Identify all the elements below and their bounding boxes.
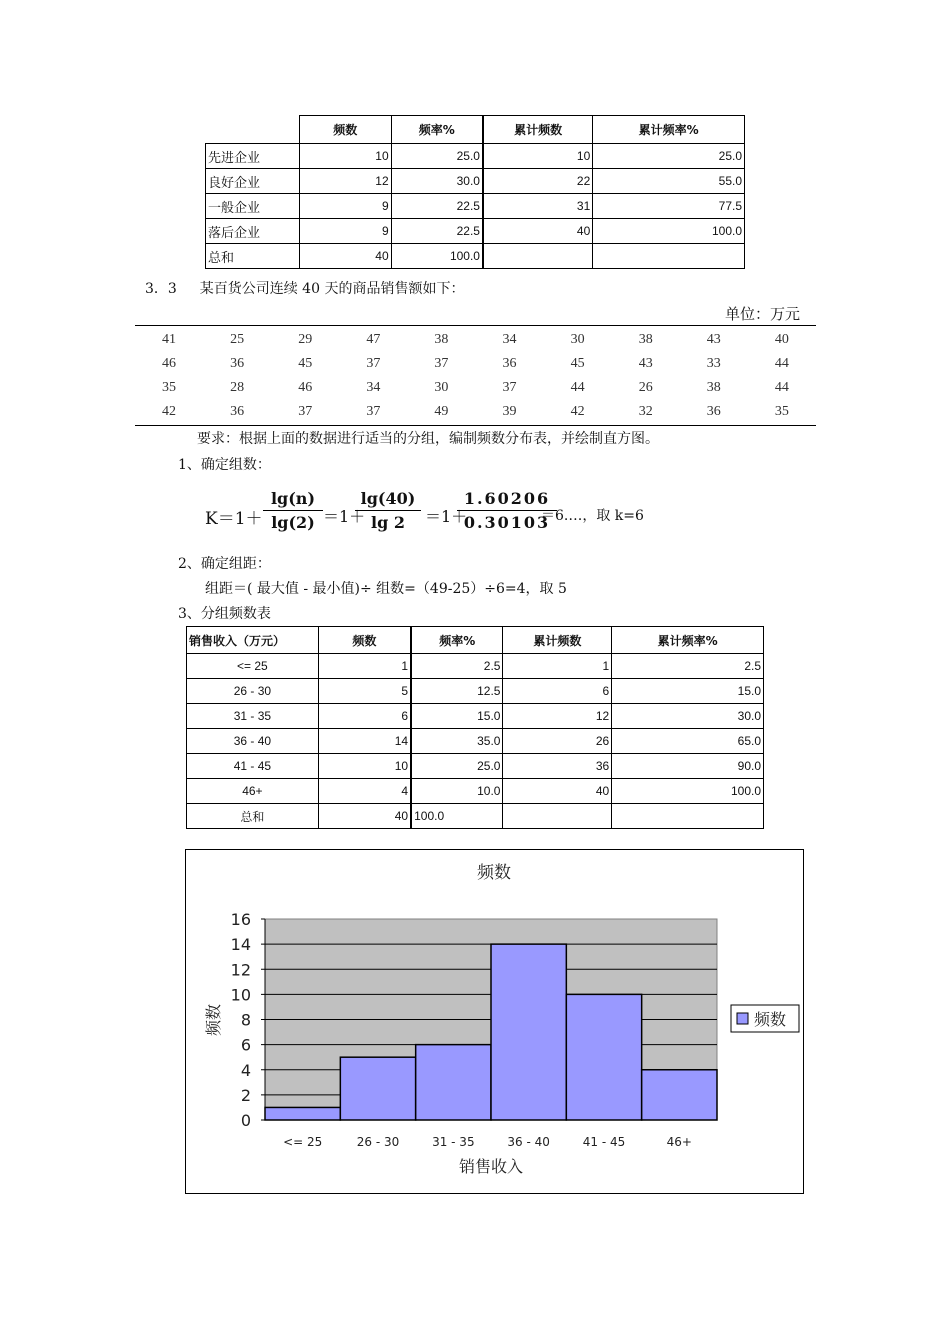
row-label: 良好企业 bbox=[206, 169, 300, 194]
data-cell: 45 bbox=[570, 356, 585, 371]
cell-freq: 10 bbox=[299, 144, 391, 169]
fraction-1-numerator: lg(n) bbox=[263, 488, 323, 511]
header-freq: 频数 bbox=[299, 116, 391, 144]
y-tick-label: 10 bbox=[230, 985, 251, 1005]
data-cell: 29 bbox=[298, 332, 313, 347]
legend-label: 频数 bbox=[754, 1010, 787, 1029]
row-label: 先进企业 bbox=[206, 144, 300, 169]
data-row bbox=[135, 376, 816, 400]
cell-freq: 40 bbox=[318, 804, 411, 829]
data-cell: 45 bbox=[298, 356, 313, 371]
histogram-bar bbox=[491, 944, 566, 1120]
data-cell: 36 bbox=[230, 404, 245, 419]
cell-cum: 40 bbox=[503, 779, 612, 804]
x-axis-label: 销售收入 bbox=[458, 1157, 524, 1176]
data-cell: 26 bbox=[638, 380, 653, 395]
data-row bbox=[135, 400, 816, 424]
data-cell: 33 bbox=[706, 356, 721, 371]
data-cell: 39 bbox=[502, 404, 517, 419]
row-label: 46+ bbox=[187, 779, 319, 804]
data-cell: 44 bbox=[570, 380, 585, 395]
fraction-2 bbox=[355, 488, 421, 535]
cell-cum: 26 bbox=[503, 729, 612, 754]
y-tick-label: 0 bbox=[240, 1111, 251, 1130]
cell-cum: 40 bbox=[483, 219, 593, 244]
row-label: 36 - 40 bbox=[187, 729, 319, 754]
problem-number: 3．3 bbox=[145, 281, 177, 297]
header-cum: 累计频数 bbox=[483, 116, 593, 144]
fraction-2-denominator: lg 2 bbox=[371, 513, 405, 532]
x-tick-label: 36 - 40 bbox=[507, 1135, 550, 1149]
cell-rate: 10.0 bbox=[411, 779, 503, 804]
data-row bbox=[135, 328, 816, 352]
header-rate: 频率% bbox=[411, 627, 503, 654]
row-label: 一般企业 bbox=[206, 194, 300, 219]
cell-cumrate: 15.0 bbox=[612, 679, 764, 704]
unit-label: 单位：万元 bbox=[725, 305, 801, 323]
y-tick-label: 12 bbox=[230, 960, 251, 980]
row-label: <= 25 bbox=[187, 654, 319, 679]
table-row bbox=[187, 679, 764, 704]
data-cell: 49 bbox=[434, 404, 449, 419]
data-cell: 43 bbox=[706, 332, 721, 347]
cell-cum: 1 bbox=[503, 654, 612, 679]
fraction-1 bbox=[263, 488, 323, 535]
problem-heading bbox=[145, 278, 464, 298]
row-label: 总和 bbox=[206, 244, 300, 269]
data-cell: 37 bbox=[434, 356, 449, 371]
data-cell: 35 bbox=[162, 380, 177, 395]
cell-rate: 22.5 bbox=[391, 194, 483, 219]
data-cell: 37 bbox=[366, 356, 381, 371]
data-cell: 42 bbox=[162, 404, 177, 419]
cell-freq: 14 bbox=[318, 729, 411, 754]
cell-rate: 100.0 bbox=[391, 244, 483, 269]
row-label: 26 - 30 bbox=[187, 679, 319, 704]
header-rate: 频率% bbox=[391, 116, 483, 144]
header-sales: 销售收入（万元） bbox=[187, 627, 319, 654]
data-cell: 46 bbox=[162, 356, 177, 371]
histogram-bar bbox=[416, 1045, 491, 1120]
fraction-3-numerator: 1.60206 bbox=[457, 488, 557, 511]
cell-cum: 22 bbox=[483, 169, 593, 194]
data-cell: 34 bbox=[502, 332, 517, 347]
data-cell: 46 bbox=[298, 380, 313, 395]
cell-rate: 12.5 bbox=[411, 679, 503, 704]
requirement-text: 要求：根据上面的数据进行适当的分组，编制频数分布表，并绘制直方图。 bbox=[197, 431, 659, 447]
cell-freq: 9 bbox=[299, 194, 391, 219]
legend bbox=[731, 1005, 799, 1032]
step2-text: 组距＝( 最大值 - 最小值)÷ 组数=（49-25）÷6=4，取 5 bbox=[205, 581, 567, 597]
table-row bbox=[187, 704, 764, 729]
enterprise-frequency-table bbox=[205, 115, 745, 269]
cell-freq: 1 bbox=[318, 654, 411, 679]
cell-cumrate: 100.0 bbox=[612, 779, 764, 804]
data-cell: 30 bbox=[434, 380, 449, 395]
cell-rate: 100.0 bbox=[411, 804, 503, 829]
chart-title: 频数 bbox=[477, 863, 511, 883]
histogram-bar bbox=[340, 1057, 415, 1120]
data-cell: 37 bbox=[502, 380, 517, 395]
x-tick-label: 31 - 35 bbox=[432, 1135, 475, 1149]
data-cell: 34 bbox=[366, 380, 381, 395]
cell-cumrate: 65.0 bbox=[612, 729, 764, 754]
data-cell: 36 bbox=[230, 356, 245, 371]
data-cell: 28 bbox=[230, 380, 245, 395]
y-axis-label: 频数 bbox=[204, 1003, 223, 1037]
histogram-chart bbox=[185, 849, 804, 1194]
cell-freq: 12 bbox=[299, 169, 391, 194]
y-tick-label: 8 bbox=[240, 1010, 251, 1030]
y-tick-label: 16 bbox=[230, 910, 251, 929]
cell-freq: 40 bbox=[299, 244, 391, 269]
data-cell: 36 bbox=[706, 404, 721, 419]
formula-result: ＝6.…，取 k=6 bbox=[541, 508, 644, 524]
histogram-bar bbox=[265, 1107, 340, 1120]
formula-k: K＝1＋ bbox=[205, 509, 263, 529]
table-row bbox=[206, 244, 745, 269]
cell-cumrate: 90.0 bbox=[612, 754, 764, 779]
fraction-1-denominator: lg(2) bbox=[271, 513, 315, 532]
table-row bbox=[187, 779, 764, 804]
data-cell: 37 bbox=[366, 404, 381, 419]
header-cumrate: 累计频率% bbox=[593, 116, 745, 144]
row-label: 41 - 45 bbox=[187, 754, 319, 779]
table-row bbox=[206, 169, 745, 194]
group-count-formula bbox=[205, 488, 645, 544]
y-tick-label: 2 bbox=[240, 1085, 251, 1105]
cell-cumrate: 25.0 bbox=[593, 144, 745, 169]
cell-freq: 10 bbox=[318, 754, 411, 779]
x-tick-label: <= 25 bbox=[283, 1135, 323, 1149]
data-cell: 37 bbox=[298, 404, 313, 419]
cell-freq: 6 bbox=[318, 704, 411, 729]
table-row bbox=[187, 804, 764, 829]
data-cell: 25 bbox=[230, 332, 245, 347]
cell-cumrate: 2.5 bbox=[612, 654, 764, 679]
cell-cumrate bbox=[593, 244, 745, 269]
cell-rate: 22.5 bbox=[391, 219, 483, 244]
formula-eq1: ＝1＋ bbox=[323, 507, 366, 526]
x-tick-labels bbox=[283, 1135, 692, 1149]
cell-cum: 31 bbox=[483, 194, 593, 219]
data-row bbox=[135, 352, 816, 376]
table-row bbox=[187, 654, 764, 679]
row-label: 总和 bbox=[187, 804, 319, 829]
cell-cum bbox=[503, 804, 612, 829]
histogram-bar bbox=[642, 1070, 717, 1120]
data-cell: 44 bbox=[774, 380, 789, 395]
cell-rate: 25.0 bbox=[411, 754, 503, 779]
table-row bbox=[206, 144, 745, 169]
y-tick-label: 4 bbox=[240, 1060, 251, 1080]
cell-freq: 9 bbox=[299, 219, 391, 244]
legend-swatch bbox=[737, 1013, 748, 1024]
data-cell: 32 bbox=[638, 404, 653, 419]
histogram-bar bbox=[566, 994, 641, 1120]
cell-cum: 10 bbox=[483, 144, 593, 169]
data-cell: 30 bbox=[570, 332, 585, 347]
fraction-2-numerator: lg(40) bbox=[355, 488, 421, 511]
sales-data-table bbox=[135, 328, 816, 424]
data-cell: 35 bbox=[774, 404, 789, 419]
cell-cumrate: 55.0 bbox=[593, 169, 745, 194]
data-cell: 38 bbox=[638, 332, 653, 347]
data-cell: 40 bbox=[774, 332, 789, 347]
cell-cumrate: 77.5 bbox=[593, 194, 745, 219]
data-cell: 38 bbox=[706, 380, 721, 395]
cell-cumrate bbox=[612, 804, 764, 829]
corner-cell bbox=[206, 116, 300, 144]
cell-cum: 6 bbox=[503, 679, 612, 704]
sales-frequency-table bbox=[186, 626, 764, 829]
cell-rate: 15.0 bbox=[411, 704, 503, 729]
step1-label: 1、确定组数： bbox=[178, 457, 271, 473]
data-cell: 41 bbox=[162, 332, 177, 347]
histogram-svg bbox=[186, 850, 803, 1193]
x-tick-label: 46+ bbox=[666, 1135, 692, 1149]
row-label: 落后企业 bbox=[206, 219, 300, 244]
data-cell: 44 bbox=[774, 356, 789, 371]
data-top-rule bbox=[135, 325, 816, 326]
header-cum: 累计频数 bbox=[503, 627, 612, 654]
step3-label: 3、分组频数表 bbox=[178, 606, 271, 622]
data-cell: 47 bbox=[366, 332, 381, 347]
cell-rate: 2.5 bbox=[411, 654, 503, 679]
fraction-3-denominator: 0.30103 bbox=[463, 513, 551, 532]
data-bottom-rule bbox=[135, 425, 816, 426]
cell-freq: 4 bbox=[318, 779, 411, 804]
table-row bbox=[206, 219, 745, 244]
data-cell: 42 bbox=[570, 404, 585, 419]
x-tick-label: 41 - 45 bbox=[582, 1135, 626, 1149]
table-row bbox=[187, 754, 764, 779]
data-cell: 43 bbox=[638, 356, 653, 371]
cell-rate: 30.0 bbox=[391, 169, 483, 194]
table-row bbox=[206, 194, 745, 219]
x-tick-label: 26 - 30 bbox=[356, 1135, 400, 1149]
cell-freq: 5 bbox=[318, 679, 411, 704]
data-cell: 36 bbox=[502, 356, 517, 371]
formula-eq2: ＝1＋ bbox=[425, 507, 468, 526]
data-cell: 38 bbox=[434, 332, 449, 347]
cell-cumrate: 100.0 bbox=[593, 219, 745, 244]
header-freq: 频数 bbox=[318, 627, 411, 654]
cell-cum bbox=[483, 244, 593, 269]
y-tick-label: 6 bbox=[240, 1035, 251, 1055]
cell-cum: 36 bbox=[503, 754, 612, 779]
row-label: 31 - 35 bbox=[187, 704, 319, 729]
step2-label: 2、确定组距： bbox=[178, 556, 271, 572]
cell-rate: 25.0 bbox=[391, 144, 483, 169]
cell-cumrate: 30.0 bbox=[612, 704, 764, 729]
table-row bbox=[187, 729, 764, 754]
cell-cum: 12 bbox=[503, 704, 612, 729]
cell-rate: 35.0 bbox=[411, 729, 503, 754]
y-tick-label: 14 bbox=[230, 935, 251, 955]
header-cumrate: 累计频率% bbox=[612, 627, 764, 654]
problem-text: 某百货公司连续 40 天的商品销售额如下： bbox=[199, 281, 465, 297]
